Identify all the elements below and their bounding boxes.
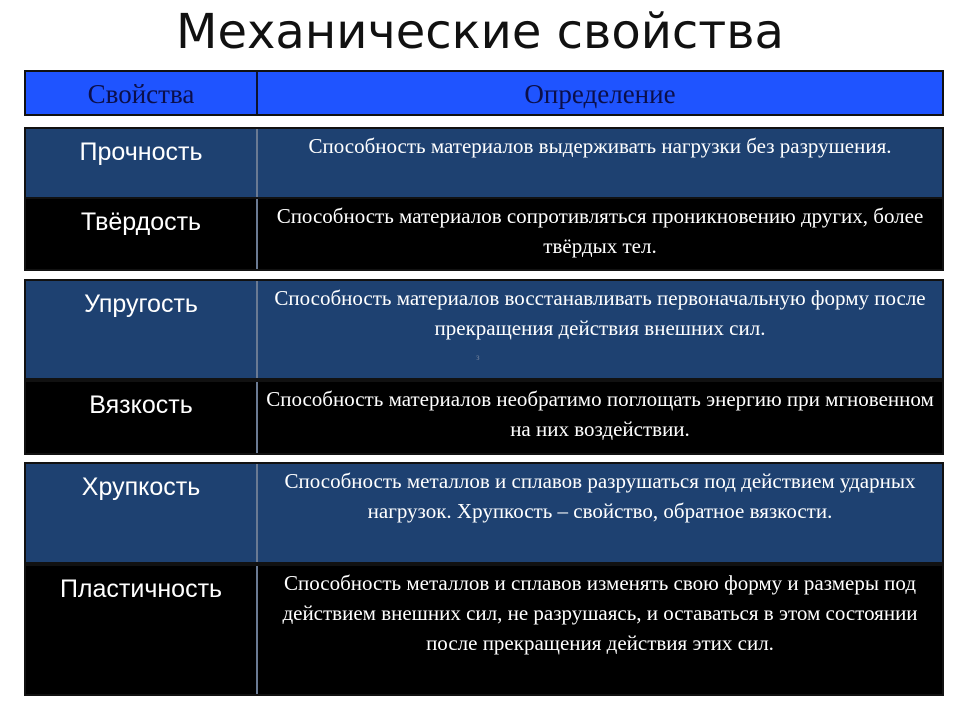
table-header <box>24 70 944 116</box>
table-row <box>24 462 944 564</box>
header-properties: Свойства <box>26 72 258 114</box>
property-name: Хрупкость <box>26 464 258 562</box>
property-definition: Способность материалов выдерживать нагрузки без разрушения. <box>308 134 892 158</box>
property-definition <box>258 281 942 378</box>
table-row <box>24 197 944 271</box>
property-definition: Способность материалов сопротивляться проникновению других, более твёрдых тел. <box>276 204 924 258</box>
table-row <box>24 127 944 199</box>
property-name: Твёрдость <box>26 199 258 269</box>
table-row <box>24 380 944 455</box>
table-row <box>24 279 944 380</box>
property-name: Упругость <box>26 281 258 378</box>
property-name: Прочность <box>26 129 258 197</box>
table-row <box>24 564 944 696</box>
header-definition: Определение <box>524 79 676 109</box>
definition-text: Способность материалов восстанавливать первоначальную форму после прекращения действия внешних сил. <box>274 286 926 340</box>
property-definition: Способность металлов и сплавов разрушаться под действием ударных нагрузок. Хрупкость – свойство, обратное вязкости. <box>284 469 916 523</box>
slide-title: Механические свойства <box>176 4 784 60</box>
stray-mark: з <box>476 352 480 362</box>
property-name: Пластичность <box>26 566 258 694</box>
property-name: Вязкость <box>26 382 258 453</box>
property-definition: Способность металлов и сплавов изменять свою форму и размеры под действием внешних сил, не разрушаясь, и оставаться в этом состоянии после прекращения действия этих сил. <box>282 571 918 655</box>
property-definition: Способность материалов необратимо поглощать энергию при мгновенном на них воздействии. <box>266 387 934 441</box>
